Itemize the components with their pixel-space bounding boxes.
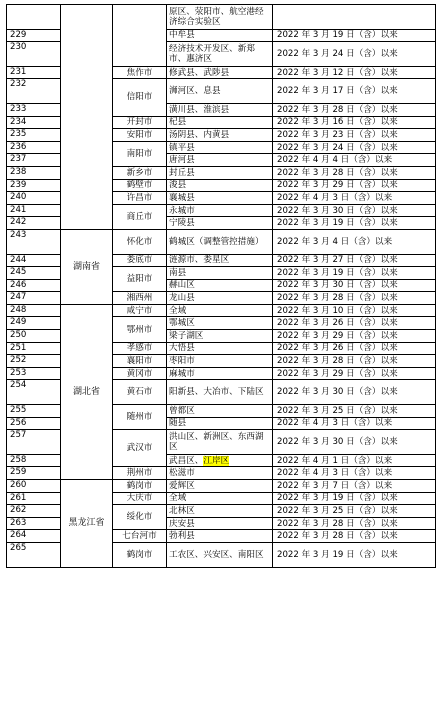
city-cell: 孝感市 (113, 342, 167, 355)
area-cell: 松滋市 (167, 467, 273, 480)
row-number: 242 (7, 217, 61, 230)
city-cell: 大庆市 (113, 492, 167, 505)
province-cell: 黑龙江省 (61, 480, 113, 568)
row-number: 265 (7, 542, 61, 567)
row-number: 250 (7, 330, 61, 343)
row-number: 253 (7, 367, 61, 380)
area-cell: 勃利县 (167, 530, 273, 543)
area-cell: 修武县、武陟县 (167, 66, 273, 79)
date-cell: 2022 年 3 月 29 日（含）以来 (273, 179, 436, 192)
city-cell: 七台河市 (113, 530, 167, 543)
date-cell: 2022 年 3 月 19 日（含）以来 (273, 267, 436, 280)
area-cell: 浚县 (167, 179, 273, 192)
date-cell: 2022 年 3 月 25 日（含）以来 (273, 405, 436, 418)
date-cell (273, 5, 436, 30)
city-cell: 益阳市 (113, 267, 167, 292)
date-cell: 2022 年 3 月 23 日（含）以来 (273, 129, 436, 142)
area-cell: 随县 (167, 417, 273, 430)
city-cell: 襄阳市 (113, 355, 167, 368)
date-cell: 2022 年 3 月 28 日（含）以来 (273, 355, 436, 368)
row-number: 234 (7, 116, 61, 129)
date-cell: 2022 年 4 月 3 日（含）以来 (273, 417, 436, 430)
date-cell: 2022 年 3 月 30 日（含）以来 (273, 430, 436, 455)
date-cell: 2022 年 4 月 4 日（含）以来 (273, 154, 436, 167)
date-cell: 2022 年 4 月 3 日（含）以来 (273, 192, 436, 205)
city-cell: 许昌市 (113, 192, 167, 205)
area-cell: 梁子湖区 (167, 330, 273, 343)
area-cell: 枣阳市 (167, 355, 273, 368)
row-number: 237 (7, 154, 61, 167)
area-cell: 洪山区、新洲区、东西湖区 (167, 430, 273, 455)
area-text: 武昌区、 (169, 455, 204, 466)
date-cell: 2022 年 3 月 30 日（含）以来 (273, 204, 436, 217)
area-cell: 北林区 (167, 505, 273, 518)
area-cell: 鹤城区（调整管控措施） (167, 229, 273, 254)
province-cell: 湖南省 (61, 229, 113, 304)
area-cell: 大悟县 (167, 342, 273, 355)
city-cell: 南阳市 (113, 141, 167, 166)
area-cell: 麻城市 (167, 367, 273, 380)
row-number: 262 (7, 505, 61, 518)
risk-area-table (6, 4, 436, 568)
date-cell: 2022 年 3 月 19 日（含）以来 (273, 542, 436, 567)
city-cell: 黄石市 (113, 380, 167, 405)
row-number: 238 (7, 166, 61, 179)
date-cell: 2022 年 3 月 25 日（含）以来 (273, 505, 436, 518)
city-cell: 鹤岗市 (113, 480, 167, 493)
row-number: 258 (7, 454, 61, 467)
date-cell: 2022 年 3 月 28 日（含）以来 (273, 166, 436, 179)
area-cell (167, 454, 273, 467)
row-number: 260 (7, 480, 61, 493)
date-cell: 2022 年 3 月 19 日（含）以来 (273, 492, 436, 505)
area-cell: 经济技术开发区、新郑市、惠济区 (167, 42, 273, 67)
date-cell: 2022 年 4 月 3 日（含）以来 (273, 467, 436, 480)
date-cell: 2022 年 3 月 19 日（含）以来 (273, 29, 436, 42)
row-number (7, 5, 61, 30)
area-cell: 工农区、兴安区、南阳区 (167, 542, 273, 567)
row-number: 264 (7, 530, 61, 543)
date-cell: 2022 年 3 月 10 日（含）以来 (273, 304, 436, 317)
date-cell: 2022 年 4 月 1 日（含）以来 (273, 454, 436, 467)
row-number: 240 (7, 192, 61, 205)
date-cell: 2022 年 3 月 16 日（含）以来 (273, 116, 436, 129)
row-number: 256 (7, 417, 61, 430)
date-cell: 2022 年 3 月 29 日（含）以来 (273, 367, 436, 380)
row-number: 244 (7, 254, 61, 267)
city-cell: 湘西州 (113, 292, 167, 305)
row-number: 259 (7, 467, 61, 480)
city-cell: 武汉市 (113, 430, 167, 467)
city-cell: 随州市 (113, 405, 167, 430)
date-cell: 2022 年 3 月 28 日（含）以来 (273, 517, 436, 530)
province-cell (61, 5, 113, 230)
area-cell: 唐河县 (167, 154, 273, 167)
row-number: 241 (7, 204, 61, 217)
area-cell: 庆安县 (167, 517, 273, 530)
highlighted-area: 江岸区 (203, 455, 230, 466)
row-number: 236 (7, 141, 61, 154)
area-cell: 鄂城区 (167, 317, 273, 330)
city-cell: 信阳市 (113, 79, 167, 116)
date-cell: 2022 年 3 月 17 日（含）以来 (273, 79, 436, 104)
row-number: 257 (7, 430, 61, 455)
city-cell: 鄂州市 (113, 317, 167, 342)
area-cell: 全域 (167, 304, 273, 317)
table-row (7, 229, 436, 254)
area-cell: 赫山区 (167, 279, 273, 292)
date-cell: 2022 年 3 月 26 日（含）以来 (273, 317, 436, 330)
date-cell: 2022 年 3 月 24 日（含）以来 (273, 141, 436, 154)
date-cell: 2022 年 3 月 4 日（含）以来 (273, 229, 436, 254)
area-cell: 镇平县 (167, 141, 273, 154)
area-cell: 全域 (167, 492, 273, 505)
area-cell: 爱辉区 (167, 480, 273, 493)
area-cell: 龙山县 (167, 292, 273, 305)
city-cell: 怀化市 (113, 229, 167, 254)
city-cell: 开封市 (113, 116, 167, 129)
area-cell: 涟源市、娄星区 (167, 254, 273, 267)
date-cell: 2022 年 3 月 19 日（含）以来 (273, 217, 436, 230)
city-cell: 商丘市 (113, 204, 167, 229)
city-cell: 鹤岗市 (113, 542, 167, 567)
row-number: 231 (7, 66, 61, 79)
province-cell: 湖北省 (61, 304, 113, 479)
date-cell: 2022 年 3 月 26 日（含）以来 (273, 342, 436, 355)
row-number: 246 (7, 279, 61, 292)
date-cell: 2022 年 3 月 28 日（含）以来 (273, 530, 436, 543)
row-number: 230 (7, 42, 61, 67)
area-cell: 浉河区、息县 (167, 79, 273, 104)
area-cell: 原区、荥阳市、航空港经济综合实验区 (167, 5, 273, 30)
area-cell: 永城市 (167, 204, 273, 217)
date-cell: 2022 年 3 月 7 日（含）以来 (273, 480, 436, 493)
area-cell: 曾都区 (167, 405, 273, 418)
row-number: 232 (7, 79, 61, 104)
row-number: 255 (7, 405, 61, 418)
date-cell: 2022 年 3 月 27 日（含）以来 (273, 254, 436, 267)
table-row (7, 480, 436, 493)
area-cell: 南县 (167, 267, 273, 280)
date-cell: 2022 年 3 月 30 日（含）以来 (273, 380, 436, 405)
row-number: 245 (7, 267, 61, 280)
date-cell: 2022 年 3 月 28 日（含）以来 (273, 103, 436, 116)
city-cell: 安阳市 (113, 129, 167, 142)
row-number: 254 (7, 380, 61, 405)
document-page (6, 4, 435, 568)
row-number: 233 (7, 103, 61, 116)
date-cell: 2022 年 3 月 29 日（含）以来 (273, 330, 436, 343)
row-number: 248 (7, 304, 61, 317)
city-cell (113, 5, 167, 67)
city-cell: 焦作市 (113, 66, 167, 79)
row-number: 251 (7, 342, 61, 355)
row-number: 261 (7, 492, 61, 505)
area-cell: 潢川县、淮滨县 (167, 103, 273, 116)
row-number: 243 (7, 229, 61, 254)
area-cell: 襄城县 (167, 192, 273, 205)
area-cell: 阳新县、大冶市、下陆区 (167, 380, 273, 405)
row-number: 229 (7, 29, 61, 42)
table-row (7, 304, 436, 317)
area-cell: 宁陵县 (167, 217, 273, 230)
area-cell: 封丘县 (167, 166, 273, 179)
date-cell: 2022 年 3 月 24 日（含）以来 (273, 42, 436, 67)
area-cell: 杞县 (167, 116, 273, 129)
row-number: 247 (7, 292, 61, 305)
city-cell: 娄底市 (113, 254, 167, 267)
city-cell: 荆州市 (113, 467, 167, 480)
date-cell: 2022 年 3 月 28 日（含）以来 (273, 292, 436, 305)
row-number: 235 (7, 129, 61, 142)
date-cell: 2022 年 3 月 12 日（含）以来 (273, 66, 436, 79)
row-number: 239 (7, 179, 61, 192)
row-number: 252 (7, 355, 61, 368)
date-cell: 2022 年 3 月 30 日（含）以来 (273, 279, 436, 292)
city-cell: 黄冈市 (113, 367, 167, 380)
area-cell: 汤阴县、内黄县 (167, 129, 273, 142)
area-cell: 中牟县 (167, 29, 273, 42)
city-cell: 咸宁市 (113, 304, 167, 317)
row-number: 249 (7, 317, 61, 330)
city-cell: 鹤壁市 (113, 179, 167, 192)
city-cell: 绥化市 (113, 505, 167, 530)
city-cell: 新乡市 (113, 166, 167, 179)
table-row (7, 5, 436, 30)
row-number: 263 (7, 517, 61, 530)
